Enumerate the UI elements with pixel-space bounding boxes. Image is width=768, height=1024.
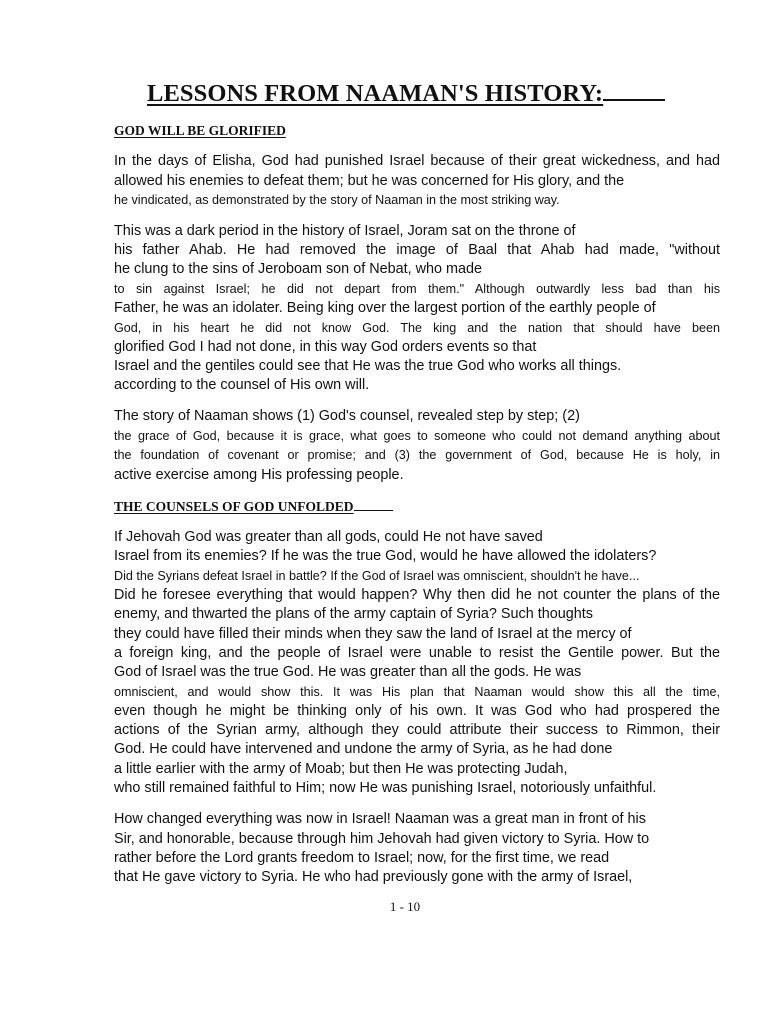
paragraph-line: Israel and the gentiles could see that He was the true God who works all things. [114,358,622,374]
paragraph-line: according to the counsel of His own will. [114,377,370,393]
page-title: LESSONS FROM NAAMAN'S HISTORY: [147,77,665,109]
paragraph-line: God, in his heart he did not know God. The king and the nation that should have been [114,321,720,335]
paragraph-line: Did the Syrians defeat Israel in battle? If the God of Israel was omniscient, shouldn't he have... [114,569,640,583]
paragraph-line: actions of the Syrian army, although they could attribute their success to Rimmon, their [114,722,720,738]
paragraph-line: glorified God I had not done, in this way God orders events so that [114,339,537,355]
paragraph-line: even though he might be thinking only of his own. It was God who had prospered the [114,703,720,719]
paragraph-line: they could have filled their minds when they saw the land of Israel at the mercy of [114,626,632,642]
paragraph-line: his father Ahab. He had removed the image of Baal that Ahab had made, "without [114,242,720,258]
paragraph-line: Did he foresee everything that would happen? Why then did he not counter the plans of the [114,587,720,603]
paragraph-line: God. He could have intervened and undone the army of Syria, as he had done [114,741,613,757]
paragraph-line: to sin against Israel; he did not depart from them." Although outwardly less bad than his [114,282,720,296]
page-number: 1 - 10 [389,899,421,914]
paragraph-line: In the days of Elisha, God had punished Israel because of their great wickedness, and had [114,153,720,169]
paragraph-line: the grace of God, because it is grace, what goes to someone who could not demand anything about [114,429,720,443]
paragraph-line: who still remained faithful to Him; now He was punishing Israel, notoriously unfaithful. [114,780,657,796]
paragraph-line: enemy, and thwarted the plans of the army captain of Syria? Such thoughts [114,606,593,622]
paragraph-line: Sir, and honorable, because through him Jehovah had given victory to Syria. How to [114,831,650,847]
paragraph-line: omniscient, and would show this. It was His plan that Naaman would show this all the time, [114,685,720,699]
paragraph-line: he vindicated, as demonstrated by the story of Naaman in the most striking way. [114,193,560,207]
section-heading-glorified: GOD WILL BE GLORIFIED [114,123,286,138]
paragraph-line: How changed everything was now in Israel! Naaman was a great man in front of his [114,811,646,827]
paragraph-line: active exercise among His professing people. [114,467,404,483]
paragraph-line: allowed his enemies to defeat them; but he was concerned for His glory, and the [114,173,625,189]
paragraph-line: The story of Naaman shows (1) God's counsel, revealed step by step; (2) [114,408,580,424]
paragraph-line: Father, he was an idolater. Being king over the largest portion of the earthly people of [114,300,656,316]
paragraph-line: If Jehovah God was greater than all gods, could He not have saved [114,529,543,545]
paragraph-line: Israel from its enemies? If he was the true God, would he have allowed the idolaters? [114,548,657,564]
paragraph-line: God of Israel was the true God. He was greater than all the gods. He was [114,664,582,680]
section-heading-counsels: THE COUNSELS OF GOD UNFOLDED [114,498,393,516]
paragraph-line: This was a dark period in the history of Israel, Joram sat on the throne of [114,223,576,239]
paragraph-line: a foreign king, and the people of Israel were unable to resist the Gentile power. But the [114,645,720,661]
paragraph-line: the foundation of covenant or promise; and (3) the government of God, because He is holy, in [114,448,720,462]
paragraph-line: that He gave victory to Syria. He who had previously gone with the army of Israel, [114,869,633,885]
paragraph-line: a little earlier with the army of Moab; but then He was protecting Judah, [114,761,568,777]
paragraph-line: he clung to the sins of Jeroboam son of Nebat, who made [114,261,482,277]
paragraph-line: rather before the Lord grants freedom to Israel; now, for the first time, we read [114,850,610,866]
